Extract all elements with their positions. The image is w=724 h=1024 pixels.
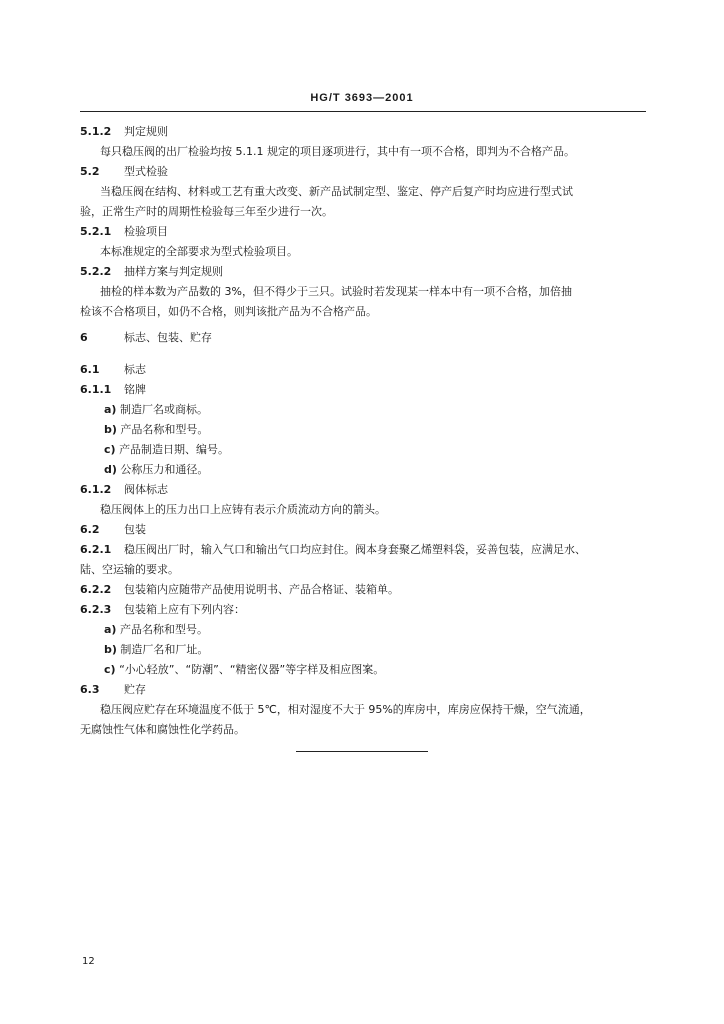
paragraph-text: 稳压阀体上的压力出口上应铸有表示介质流动方向的箭头。 — [100, 503, 386, 516]
list-item-content — [104, 660, 384, 680]
paragraph-text: 每只稳压阀的出厂检验均按 5.1.1 规定的项目逐项进行，其中有一项不合格，即判为不合格产品。 — [100, 145, 575, 158]
paragraph-line — [0, 182, 724, 202]
list-item — [0, 660, 724, 680]
paragraph-line — [0, 282, 724, 302]
paragraph-line — [0, 560, 724, 580]
clause-number: 6.2.2 — [80, 583, 112, 596]
list-marker: c) — [104, 443, 116, 456]
clause-title: 型式检验 — [124, 165, 168, 178]
paragraph-line — [0, 242, 724, 262]
list-text: 产品名称和型号。 — [120, 423, 209, 436]
clause-title: 检验项目 — [124, 225, 168, 238]
list-item-content — [104, 460, 208, 480]
clause-number: 6.1.1 — [80, 383, 112, 396]
clause-heading — [0, 480, 724, 500]
list-text: “小心轻放”、“防潮”、“精密仪器”等字样及相应图案。 — [119, 663, 385, 676]
list-marker: a) — [104, 403, 117, 416]
paragraph-line — [0, 500, 724, 520]
document-body — [0, 122, 724, 740]
paragraph-line — [0, 700, 724, 720]
list-item-content — [104, 420, 208, 440]
paragraph-line — [0, 720, 724, 740]
paragraph-text: 验，正常生产时的周期性检验每三年至少进行一次。 — [80, 205, 333, 218]
paragraph-text: 稳压阀应贮存在环境温度不低于 5℃，相对湿度不大于 95%的库房中，库房应保持干燥，空气流通， — [100, 703, 591, 716]
list-item — [0, 640, 724, 660]
paragraph-line — [0, 302, 724, 322]
list-text: 制造厂名或商标。 — [119, 403, 208, 416]
clause-heading — [0, 162, 724, 182]
clause-heading — [0, 540, 724, 560]
clause-heading — [0, 122, 724, 142]
page-number: 12 — [82, 956, 95, 967]
paragraph-text: 无腐蚀性气体和腐蚀性化学药品。 — [80, 723, 245, 736]
list-marker: b) — [104, 643, 117, 656]
clause-title: 包装箱内应随带产品使用说明书、产品合格证、装箱单。 — [124, 583, 399, 596]
clause-title: 铭牌 — [124, 383, 146, 396]
clause-number: 5.1.2 — [80, 125, 112, 138]
clause-heading — [0, 580, 724, 600]
clause-heading — [0, 380, 724, 400]
list-item-content — [104, 440, 229, 460]
clause-number: 6.2.3 — [80, 603, 112, 616]
list-item — [0, 420, 724, 440]
list-text: 制造厂名和厂址。 — [120, 643, 209, 656]
list-item-content — [104, 400, 208, 420]
clause-title: 判定规则 — [124, 125, 168, 138]
list-item — [0, 400, 724, 420]
paragraph-text: 当稳压阀在结构、材料或工艺有重大改变、新产品试制定型、鉴定、停产后复产时均应进行型式试 — [100, 185, 573, 198]
clause-number: 5.2.2 — [80, 265, 112, 278]
clause-title: 包装箱上应有下列内容： — [124, 603, 245, 616]
clause-heading — [0, 520, 724, 540]
list-text: 产品制造日期、编号。 — [119, 443, 230, 456]
list-marker: d) — [104, 463, 117, 476]
paragraph-text: 陆、空运输的要求。 — [80, 563, 179, 576]
clause-title: 稳压阀出厂时，输入气口和输出气口均应封住。阀本身套聚乙烯塑料袋，妥善包装，应满足水、 — [124, 543, 586, 556]
clause-number: 5.2.1 — [80, 225, 112, 238]
list-item-content — [104, 640, 208, 660]
section-number: 6 — [80, 331, 88, 344]
paragraph-line — [0, 202, 724, 222]
clause-title: 阀体标志 — [124, 483, 168, 496]
paragraph-text: 本标准规定的全部要求为型式检验项目。 — [100, 245, 298, 258]
end-rule — [296, 751, 428, 752]
section-title: 标志、包装、贮存 — [124, 331, 212, 344]
clause-heading — [0, 262, 724, 282]
list-item — [0, 460, 724, 480]
clause-title: 包装 — [124, 523, 146, 536]
clause-heading — [0, 328, 724, 348]
clause-number: 6.3 — [80, 683, 100, 696]
list-marker: c) — [104, 663, 116, 676]
list-text: 公称压力和通径。 — [120, 463, 209, 476]
clause-heading — [0, 360, 724, 380]
header-rule — [80, 111, 646, 112]
list-text: 产品名称和型号。 — [119, 623, 208, 636]
list-marker: b) — [104, 423, 117, 436]
paragraph-text: 检该不合格项目，如仍不合格，则判该批产品为不合格产品。 — [80, 305, 377, 318]
clause-heading — [0, 222, 724, 242]
clause-heading — [0, 680, 724, 700]
list-item — [0, 440, 724, 460]
clause-number: 5.2 — [80, 165, 100, 178]
clause-number: 6.2 — [80, 523, 100, 536]
clause-title: 贮存 — [124, 683, 146, 696]
clause-title: 标志 — [124, 363, 146, 376]
list-marker: a) — [104, 623, 117, 636]
clause-number: 6.2.1 — [80, 543, 112, 556]
clause-number: 6.1.2 — [80, 483, 112, 496]
paragraph-text: 抽检的样本数为产品数的 3%，但不得少于三只。试验时若发现某一样本中有一项不合格，加倍抽 — [100, 285, 572, 298]
list-item-content — [104, 620, 208, 640]
list-item — [0, 620, 724, 640]
clause-heading — [0, 600, 724, 620]
clause-number: 6.1 — [80, 363, 100, 376]
standard-code-header: HG/T 3693—2001 — [310, 92, 414, 104]
paragraph-line — [0, 142, 724, 162]
clause-title: 抽样方案与判定规则 — [124, 265, 223, 278]
